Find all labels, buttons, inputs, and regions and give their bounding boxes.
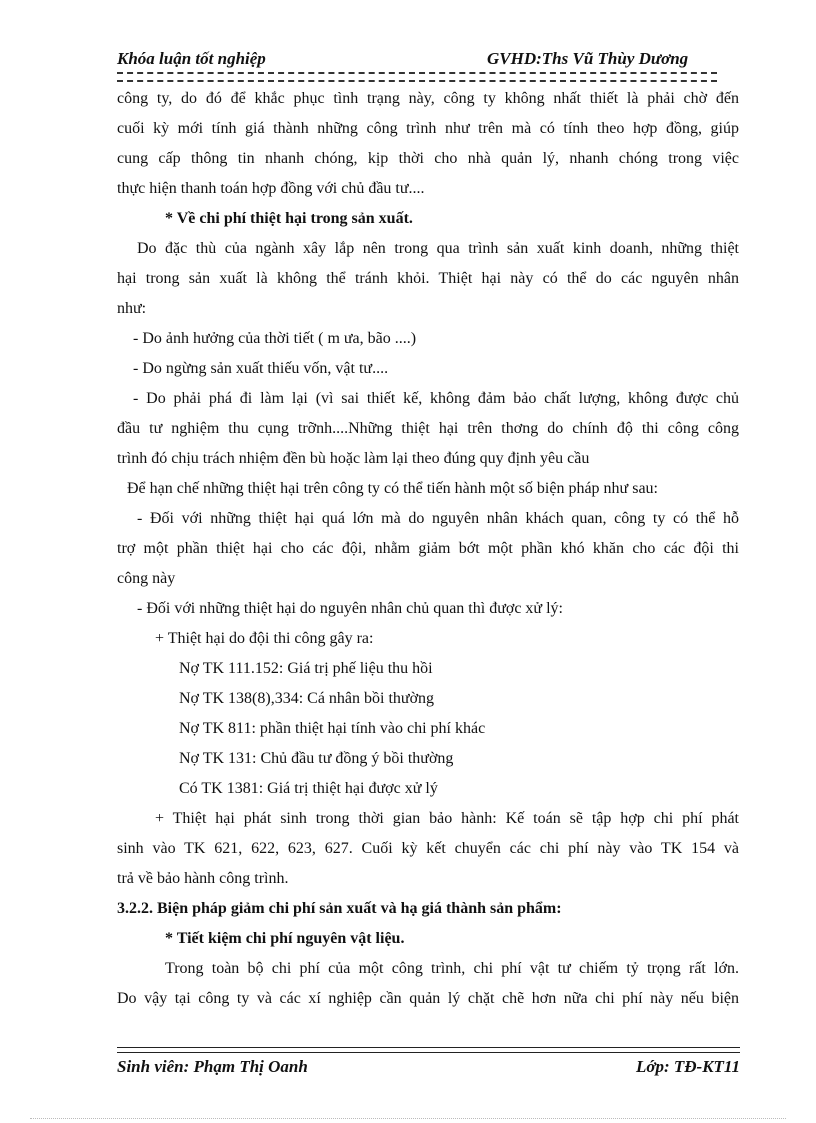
sub-bullet-line: + Thiệt hại phát sinh trong thời gian bảo hành: Kế toán sẽ tập hợp chi phí phát (155, 810, 739, 827)
header-thesis-title: Khóa luận tốt nghiệp (117, 49, 266, 68)
paragraph-line: thực hiện thanh toán hợp đồng với chủ đầu tư.... (117, 180, 425, 197)
paragraph-line: hại trong sản xuất là không thể tránh khỏi. Thiệt hại này có thể do các nguyên nhân (117, 270, 739, 287)
subsection-heading: 3.2.2. Biện pháp giảm chi phí sản xuất và hạ giá thành sản phẩm: (117, 900, 562, 917)
footer-student: Sinh viên: Phạm Thị Oanh (117, 1057, 308, 1076)
bullet-line: - Do ảnh hưởng của thời tiết ( m ưa, bão ....) (133, 330, 417, 347)
paragraph-line: trả về bảo hành công trình. (117, 870, 289, 887)
header-divider (117, 72, 717, 82)
bullet-line: - Do ngừng sản xuất thiếu vốn, vật tư.... (133, 360, 389, 377)
paragraph-line: sinh vào TK 621, 622, 623, 627. Cuối kỳ kết chuyển các chi phí này vào TK 154 và (117, 840, 739, 857)
bullet-line: - Đối với những thiệt hại quá lớn mà do nguyên nhân khách quan, công ty có thể hỗ (137, 510, 739, 527)
section-heading: * Về chi phí thiệt hại trong sản xuất. (165, 210, 413, 227)
accounting-entry: Nợ TK 111.152: Giá trị phế liệu thu hồi (179, 660, 433, 677)
paragraph-line: trình đó chịu trách nhiệm đền bù hoặc làm lại theo đúng quy định yêu cầu (117, 450, 590, 467)
footer-divider (117, 1047, 740, 1053)
accounting-entry: Nợ TK 811: phần thiệt hại tính vào chi phí khác (179, 720, 486, 737)
sub-bullet-line: + Thiệt hại do đội thi công gây ra: (155, 630, 374, 647)
paragraph-line: Trong toàn bộ chi phí của một công trình, chi phí vật tư chiếm tỷ trọng rất lớn. (165, 960, 739, 977)
section-heading: * Tiết kiệm chi phí nguyên vật liệu. (165, 930, 405, 947)
paragraph-line: như: (117, 300, 147, 317)
paragraph-line: công này (117, 570, 176, 587)
paragraph-line: công ty, do đó để khắc phục tình trạng này, công ty không nhất thiết là phải chờ đến (117, 90, 739, 107)
paragraph-line: đầu tư nghiệm thu cụng trỡnh....Những thiệt hại trên thơng do chính độ thi công công (117, 420, 739, 437)
footer-class: Lớp: TĐ-KT11 (635, 1057, 740, 1076)
paragraph-line: cung cấp thông tin nhanh chóng, kịp thời cho nhà quản lý, nhanh chóng trong việc (117, 150, 739, 167)
accounting-entry: Nợ TK 138(8),334: Cá nhân bồi thường (179, 690, 435, 707)
paragraph-line: cuối kỳ mới tính giá thành những công trình như trên mà có tính theo hợp đồng, giúp (117, 120, 739, 137)
bullet-line: - Đối với những thiệt hại do nguyên nhân chủ quan thì được xử lý: (137, 600, 563, 617)
accounting-entry: Nợ TK 131: Chủ đầu tư đồng ý bồi thường (179, 750, 454, 767)
page-bottom-edge (30, 1118, 786, 1119)
paragraph-line: Do vậy tại công ty và các xí nghiệp cần quản lý chặt chẽ hơn nữa chi phí này nếu biện (117, 990, 739, 1007)
paragraph-line: trợ một phần thiệt hại cho các đội, nhằm giảm bớt một phần khó khăn cho các đội thi (117, 540, 739, 557)
page-footer (117, 1057, 740, 1081)
bullet-line: - Do phải phá đi làm lại (vì sai thiết kế, không đảm bảo chất lượng, không được chủ (133, 390, 739, 407)
paragraph-line: Do đặc thù của ngành xây lắp nên trong qua trình sản xuất kinh doanh, những thiệt (137, 240, 739, 257)
header-advisor: GVHD:Ths Vũ Thùy Dương (487, 49, 689, 68)
paragraph-line: Để hạn chế những thiệt hại trên công ty có thể tiến hành một số biện pháp như sau: (127, 480, 658, 497)
accounting-entry: Có TK 1381: Giá trị thiệt hại được xử lý (179, 780, 438, 797)
